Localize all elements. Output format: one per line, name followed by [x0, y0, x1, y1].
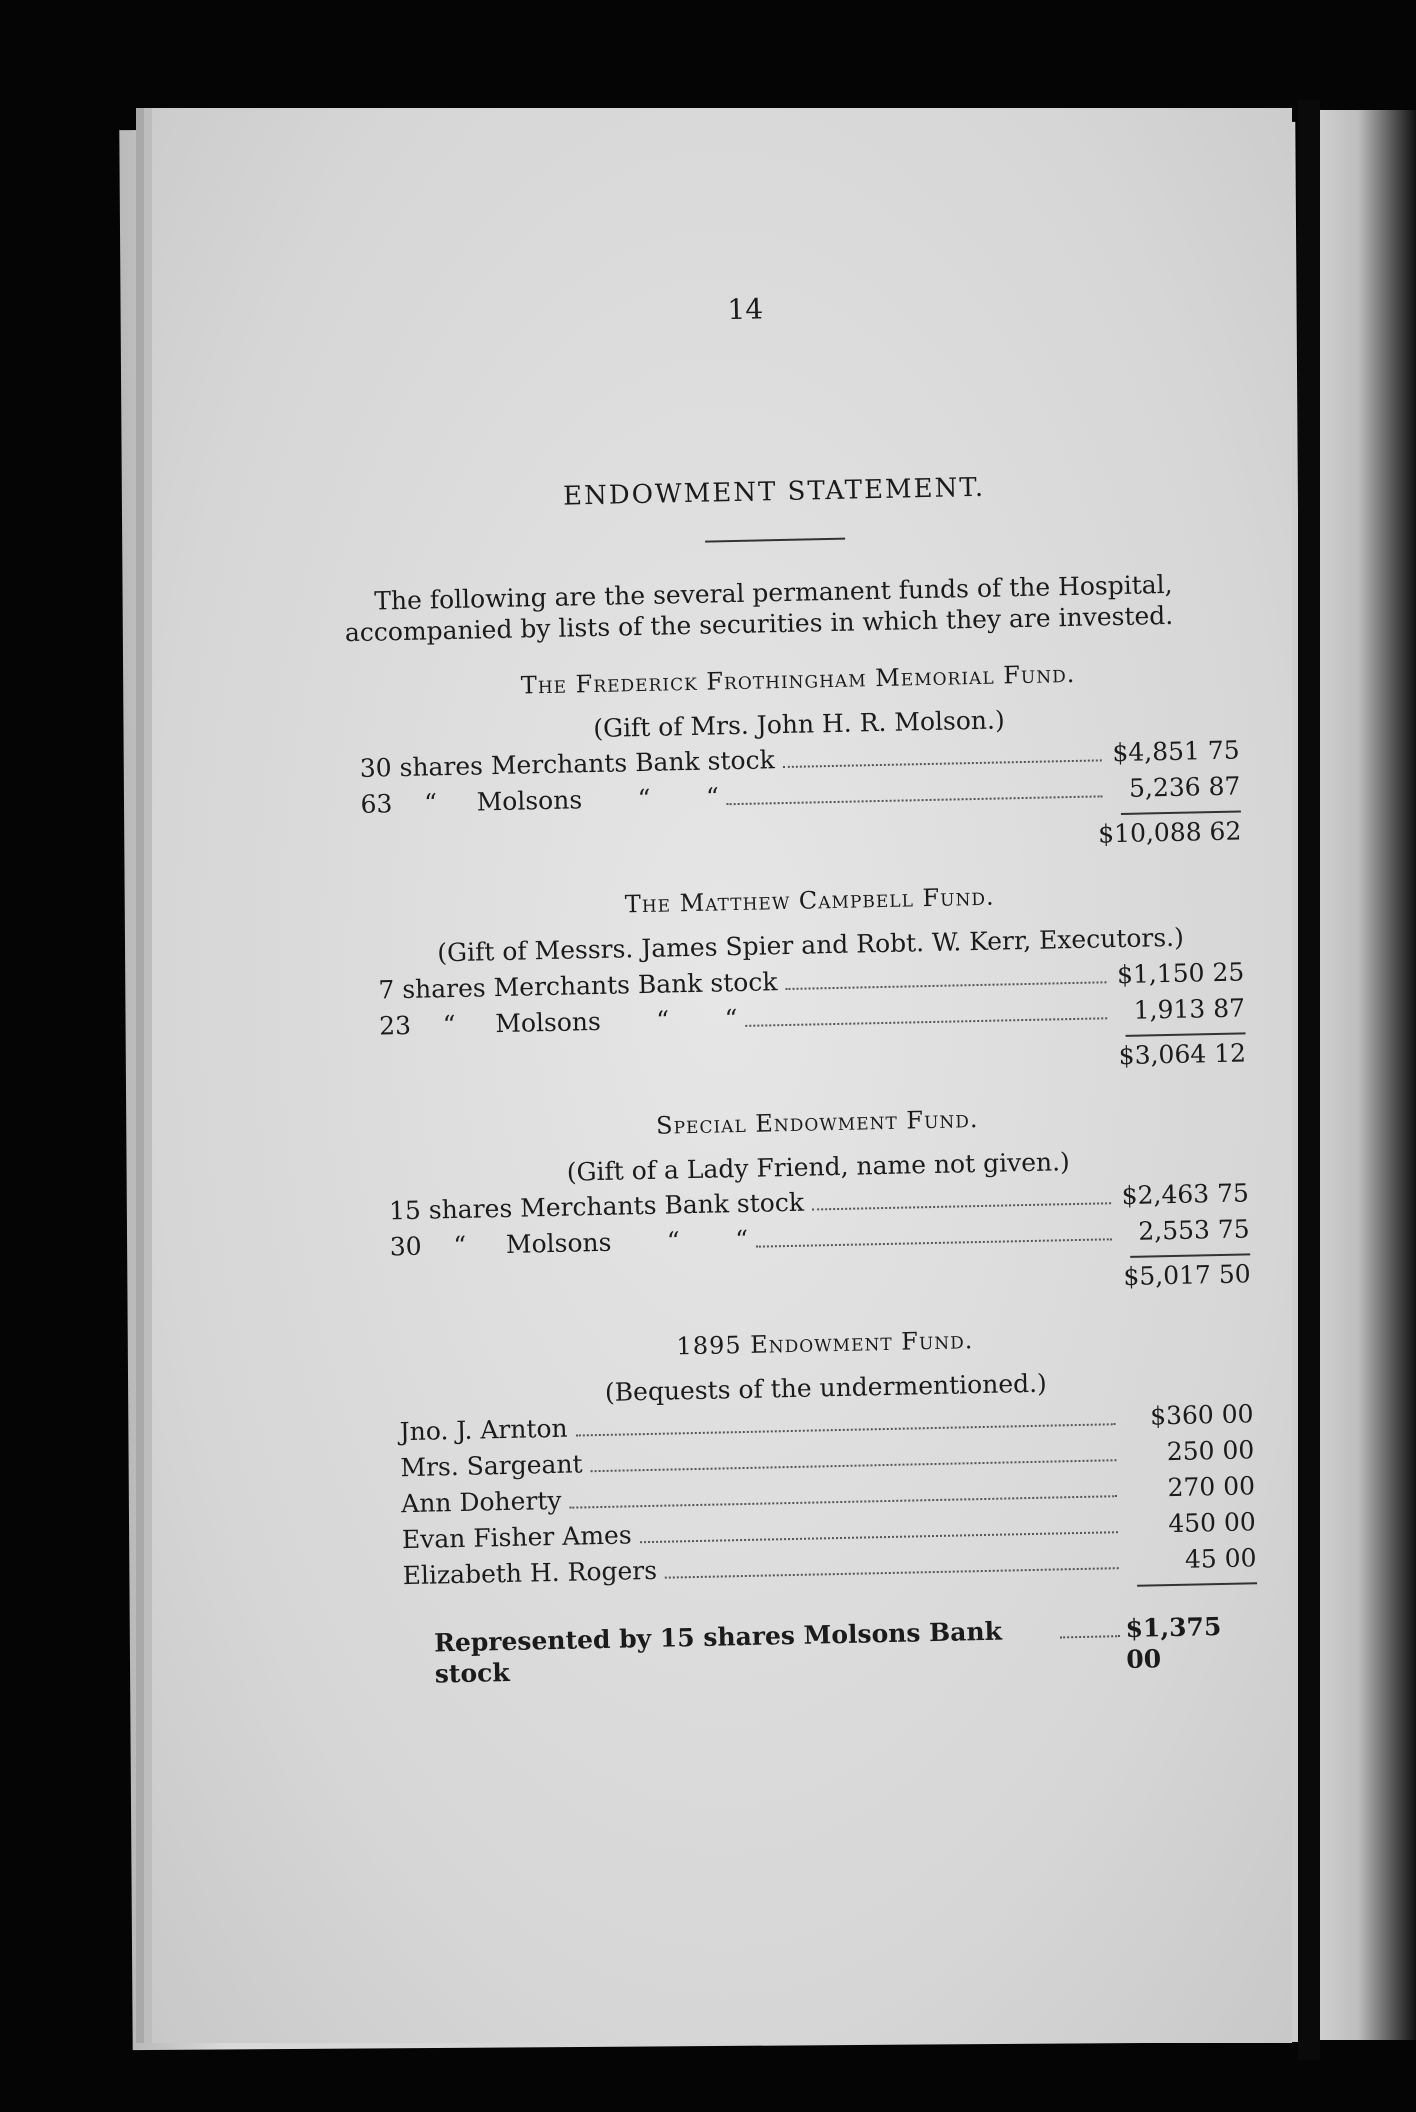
book-spine [1298, 100, 1320, 2060]
holding-label: 23 “ Molsons “ “ [378, 1003, 738, 1041]
leader-dots [576, 1423, 1116, 1436]
bequest-name: Elizabeth H. Rogers [402, 1555, 658, 1591]
leader-dots [812, 1202, 1111, 1210]
holding-label: 7 shares Merchants Bank stock [378, 966, 778, 1005]
page-title: ENDOWMENT STATEMENT. [562, 472, 986, 512]
represented-label: Represented by 15 shares Molsons Bank stock [433, 1616, 1003, 1689]
bequest-name: Jno. J. Arnton [399, 1413, 568, 1447]
leader-dots [727, 796, 1103, 806]
bequest-name: Ann Doherty [400, 1485, 562, 1519]
leader-dots [746, 1017, 1108, 1027]
fund-section [358, 655, 1242, 869]
page-content [344, 282, 1259, 1692]
intro-paragraph: The following are the several permanent funds of the Hospital, accompanied by lists of the securities in which they are invested. [344, 569, 1174, 647]
leader-dots [665, 1567, 1119, 1578]
holding-amount: $1,150 25 [1116, 956, 1245, 989]
leader-dots [570, 1495, 1118, 1508]
holding-amount: 2,553 75 [1138, 1214, 1250, 1246]
leader-dots [640, 1531, 1118, 1543]
leader-dots [1060, 1635, 1120, 1638]
bequest-amount: 45 00 [1184, 1543, 1257, 1574]
page-number: 14 [727, 292, 764, 327]
fund-gift-note: (Gift of Messrs. James Spier and Robt. W. Kerr, Executors.) [437, 922, 1185, 968]
fund-title: The Frederick Frothingham Memorial Fund. [520, 659, 1076, 700]
fund-section [387, 1098, 1251, 1311]
fund-gift-note: (Gift of Mrs. John H. R. Molson.) [592, 705, 1005, 743]
facing-page-edge [1320, 110, 1416, 2040]
bequest-name: Evan Fisher Ames [401, 1520, 632, 1555]
bequest-amount: 250 00 [1166, 1435, 1255, 1467]
leader-dots [756, 1238, 1112, 1247]
holding-label: 63 “ Molsons “ “ [360, 782, 720, 820]
fund-gift-note: (Bequests of the undermentioned.) [604, 1368, 1048, 1407]
holding-label: 15 shares Merchants Bank stock [388, 1187, 805, 1226]
leader-dots [783, 760, 1102, 769]
fund-title: The Matthew Campbell Fund. [624, 882, 995, 919]
holding-amount: $2,463 75 [1121, 1178, 1250, 1210]
holding-amount: 1,913 87 [1133, 992, 1246, 1025]
holding-label: 30 shares Merchants Bank stock [359, 745, 775, 784]
bequest-amount: $360 00 [1149, 1399, 1254, 1431]
leader-dots [591, 1459, 1117, 1472]
bequest-amount: 270 00 [1167, 1471, 1256, 1503]
leader-dots [786, 981, 1107, 990]
fund-total: $5,017 50 [1123, 1259, 1251, 1291]
holding-amount: $4,851 75 [1112, 735, 1240, 768]
fund-section [398, 1319, 1259, 1691]
fund-total: $10,088 62 [1097, 816, 1242, 849]
fund-section [376, 877, 1246, 1090]
bequest-amount: 450 00 [1168, 1507, 1257, 1539]
fund-title: 1895 Endowment Fund. [676, 1325, 974, 1361]
holding-label: 30 “ Molsons “ “ [389, 1224, 749, 1262]
fund-gift-note: (Gift of a Lady Friend, name not given.) [566, 1146, 1071, 1187]
total-rule [1137, 1582, 1257, 1587]
bequest-name: Mrs. Sargeant [400, 1449, 583, 1483]
fund-total: $3,064 12 [1118, 1037, 1247, 1070]
fund-total: $1,375 00 [1125, 1612, 1222, 1675]
holding-amount: 5,236 87 [1128, 771, 1241, 804]
title-rule [705, 537, 845, 542]
fund-title: Special Endowment Fund. [655, 1104, 979, 1140]
